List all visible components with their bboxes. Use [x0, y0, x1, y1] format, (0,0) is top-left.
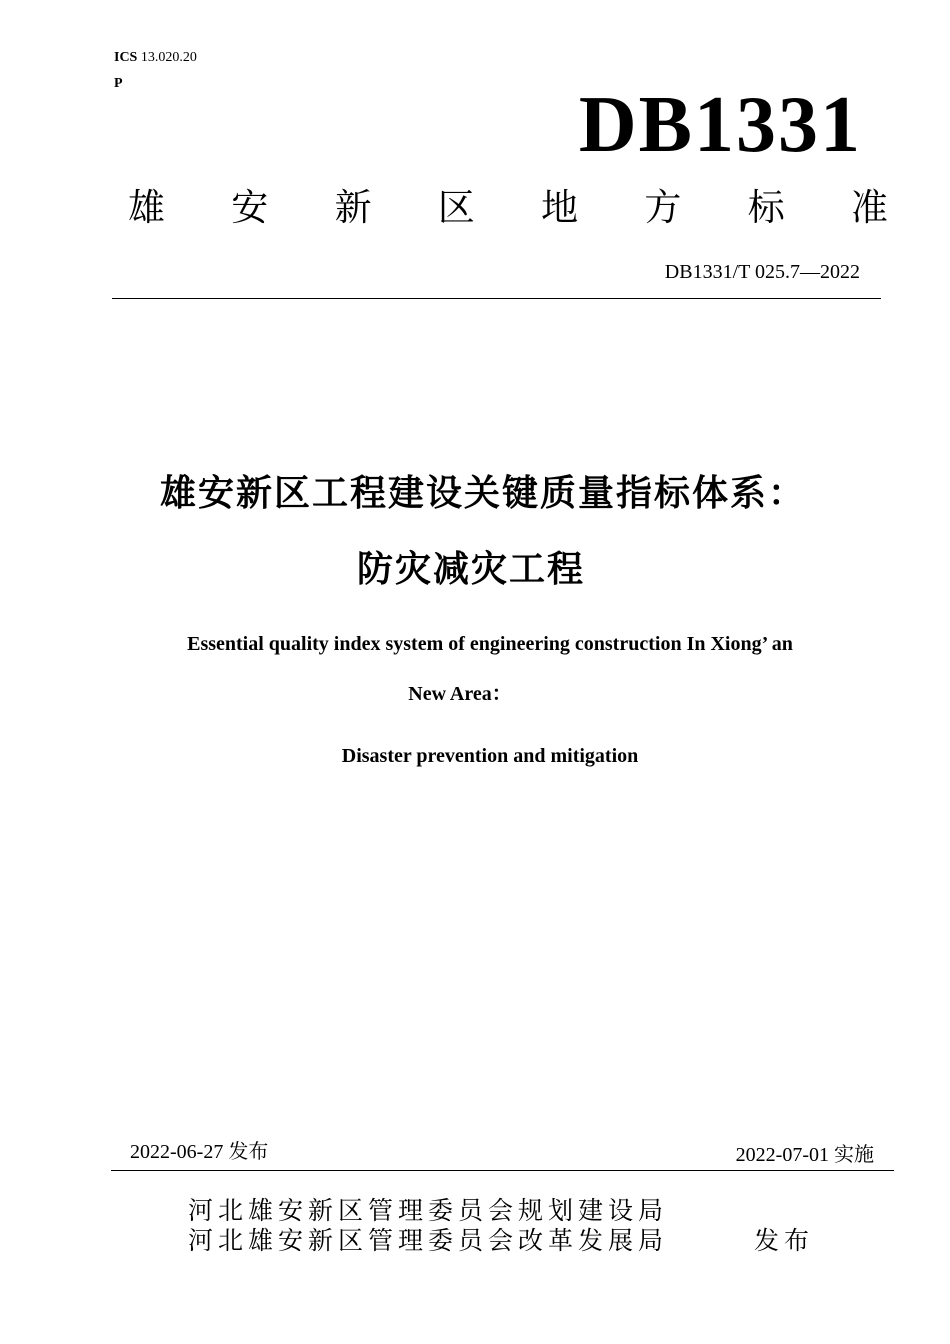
standard-logo: DB1331	[578, 81, 862, 169]
standard-number: DB1331/T 025.7—2022	[664, 261, 860, 283]
standard-type-char: 方	[644, 186, 682, 229]
issuer-line1: 河北雄安新区管理委员会规划建设局	[188, 1196, 669, 1225]
title-en-line2: New Area：	[408, 683, 512, 705]
standard-type-char: 区	[437, 186, 475, 229]
ics-label: ICS	[114, 50, 138, 65]
title-en-line1: Essential quality index system of engineering construction In Xiong’ an	[187, 633, 793, 655]
classification-code: P	[114, 76, 123, 91]
title-zh-line1: 雄安新区工程建设关键质量指标体系：	[159, 473, 806, 514]
standard-type-heading	[128, 186, 888, 230]
title-en-line3: Disaster prevention and mitigation	[341, 745, 639, 767]
ics-code	[114, 50, 197, 66]
top-divider	[112, 298, 881, 299]
implement-label: 实施	[834, 1142, 874, 1166]
bottom-divider	[111, 1170, 894, 1171]
issue-label: 发布	[228, 1139, 269, 1163]
standard-type-char: 地	[541, 186, 579, 229]
title-zh-line2: 防灾减灾工程	[356, 549, 585, 590]
standard-type-char: 雄	[128, 186, 165, 229]
implement-date: 2022-07-01	[735, 1144, 829, 1166]
publish-label: 发布	[754, 1226, 815, 1255]
issue-date: 2022-06-27	[130, 1141, 224, 1163]
standard-type-char: 标	[747, 186, 785, 229]
standard-type-char: 安	[231, 186, 269, 229]
issuer-line2: 河北雄安新区管理委员会改革发展局	[188, 1226, 669, 1255]
issue-date-block	[130, 1138, 268, 1165]
standard-type-char: 新	[334, 186, 372, 229]
ics-number: 13.020.20	[140, 50, 197, 65]
standard-type-char: 准	[850, 186, 888, 229]
implement-date-block	[736, 1141, 874, 1168]
